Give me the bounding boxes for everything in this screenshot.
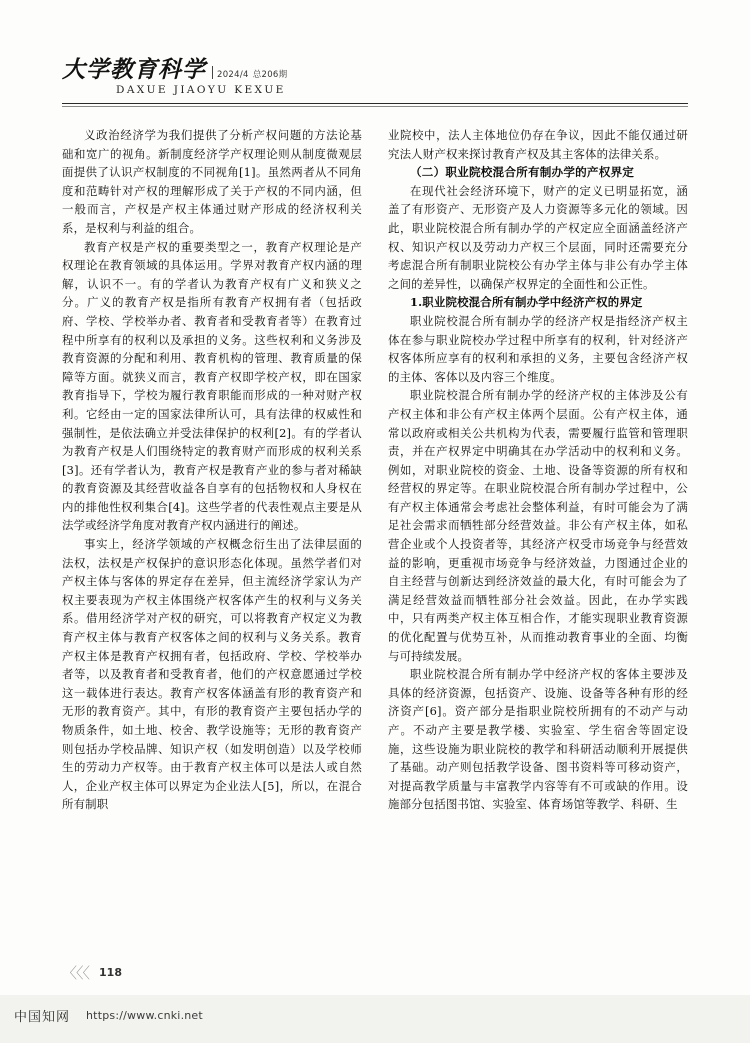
journal-title-pinyin: DAXUE JIAOYU KEXUE (116, 84, 286, 96)
paragraph: 职业院校混合所有制办学的经济产权是指经济产权主体在参与职业院校办学过程中所享有的权利，针对经济产权客体所应享有的权利和承担的义务，主要包含经济产权的主体、客体以及内容三个维度。 (388, 313, 688, 384)
paragraph: 职业院校混合所有制办学中经济产权的客体主要涉及具体的经济资源，包括资产、设施、设备等各种有形的经济资产[6]。资产部分是指职业院校所拥有的不动产与动产。不动产主要是教学楼、实验室、学生宿舍等固定设施，这些设施为职业院校的教学和科研活动顺利开展提供了基础。动产则包括教学设备、图书资料等可移动资产，对提高教学质量与丰富教学内容等有不可或缺的作用。设施部分包括图书馆、实验室、体育场馆等教学、科研、生 (388, 667, 688, 812)
issue-info (212, 66, 287, 81)
masthead-rule (62, 103, 688, 104)
page-number: 118 (99, 966, 122, 979)
masthead-title-row (62, 58, 688, 81)
paragraph: 业院校中，法人主体地位仍存在争议，因此不能仅通过研究法人财产权来探讨教育产权及其主客体的法律关系。 (388, 128, 688, 161)
cnki-url: https://www.cnki.net (86, 1008, 203, 1022)
paragraph: 在现代社会经济环境下，财产的定义已明显拓宽，涵盖了有形资产、无形资产及人力资源等多元化的领域。因此，职业院校混合所有制办学的产权定应全面涵盖经济产权、知识产权以及劳动力产权三个层面，同时还需要充分考虑混合所有制职业院校公有办学主体与非公有办学主体之间的差异性，以确保产权界定的全面性和公正性。 (388, 183, 688, 291)
chevron-left-icon: 〈〈〈 (62, 964, 90, 982)
masthead (62, 58, 688, 96)
journal-title-chinese: 大学教育科学 (62, 56, 206, 83)
masthead-rule-thin (62, 106, 688, 107)
paragraph: 职业院校混合所有制办学的经济产权的主体涉及公有产权主体和非公有产权主体两个层面。公有产权主体，通常以政府或相关公共机构为代表，需要履行监管和管理职责，并在产权界定中明确其在办学活动中的权利和义务。例如，对职业院校的资金、土地、设备等资源的所有权和经营权的界定等。在职业院校混合所有制办学过程中，公有产权主体通常会考虑社会整体利益，有时可能会为了满足社会需求而牺牲部分经营效益。非公有产权主体，如私营企业或个人投资者等，其经济产权受市场竞争与经营效益的影响，更重视市场竞争与经济效益，力图通过企业的自主经营与创新达到经济效益的最大化，有时可能会为了满足经营效益而牺牲部分社会效益。因此，在办学实践中，只有两类产权主体互相合作，才能实现职业教育资源的优化配置与优势互补，从而推动教育事业的全面、均衡与可持续发展。 (388, 388, 688, 663)
paragraph: 事实上，经济学领域的产权概念衍生出了法律层面的法权，法权是产权保护的意识形态化体现。虽然学者们对产权主体与客体的界定存在差异，但主流经济学家认为产权主要表现为产权主体围绕产权客体产生的权利与义务关系。借用经济学对产权的研究，可以将教育产权定义为教育产权主体与教育产权客体之间的权利与义务关系。教育产权主体是教育产权拥有者，包括政府、学校、学校举办者等，以及教育者和受教育者，他们的产权意愿通过学校这一载体进行表达。教育产权客体涵盖有形的教育资产和无形的教育资产。其中，有形的教育资产主要包括办学的物质条件，如土地、校舍、教学设施等；无形的教育资产则包括办学校品牌、知识产权（如发明创造）以及学校师生的劳动力产权等。由于教育产权主体可以是法人或自然人，企业产权主体可以界定为企业法人[5]，所以，在混合所有制职 (62, 537, 362, 812)
paragraph: 义政治经济学为我们提供了分析产权问题的方法论基础和宽广的视角。新制度经济学产权理论则从制度微观层面提供了认识产权制度的不同视角[1]。虽然两者从不同角度和范畴针对产权的理解形成了关于产权的不同内涵，但一般而言，产权是产权主体通过财产形成的经济权利关系，是权利与利益的组合。 (62, 128, 362, 235)
paragraph: 教育产权是产权的重要类型之一，教育产权理论是产权理论在教育领域的具体运用。学界对教育产权内涵的理解，认识不一。有的学者认为教育产权有广义和狭义之分。广义的教育产权是指所有教育产权拥有者（包括政府、学校、学校举办者、教育者和受教育者等）在教育过程中所享有的权利以及承担的义务。这些权利和义务涉及教育资源的分配和利用、教育机构的管理、教育质量的保障等方面。就狭义而言，教育产权即学校产权，即在国家教育指导下，学校为履行教育职能而形成的一种对财产权利。它经由一定的国家法律所认可，具有法律的权威性和强制性，是依法确立并受法律保护的权利[2]。有的学者认为教育产权是人们围绕特定的教育财产而形成的权利关系[3]。还有学者认为，教育产权是教育产业的参与者对稀缺的教育资源及其经营收益各自享有的包括物权和人身权在内的排他性权利集合[4]。这些学者的代表性观点主要是从法学或经济学角度对教育产权内涵进行的阐述。 (62, 239, 362, 533)
left-column (62, 126, 362, 814)
subsection-heading: 1.职业院校混合所有制办学中经济产权的界定 (410, 295, 643, 310)
divider-icon (212, 66, 213, 79)
section-heading: （二）职业院校混合所有制办学的产权界定 (410, 165, 635, 180)
cnki-watermark (14, 998, 736, 1032)
issue-date: 2024/4 (217, 69, 249, 80)
issue-number: 总206期 (252, 69, 288, 80)
right-column (388, 126, 688, 814)
cnki-logo: 中国知网 (14, 1009, 71, 1025)
body-columns (62, 126, 688, 814)
page-footer (62, 962, 688, 983)
